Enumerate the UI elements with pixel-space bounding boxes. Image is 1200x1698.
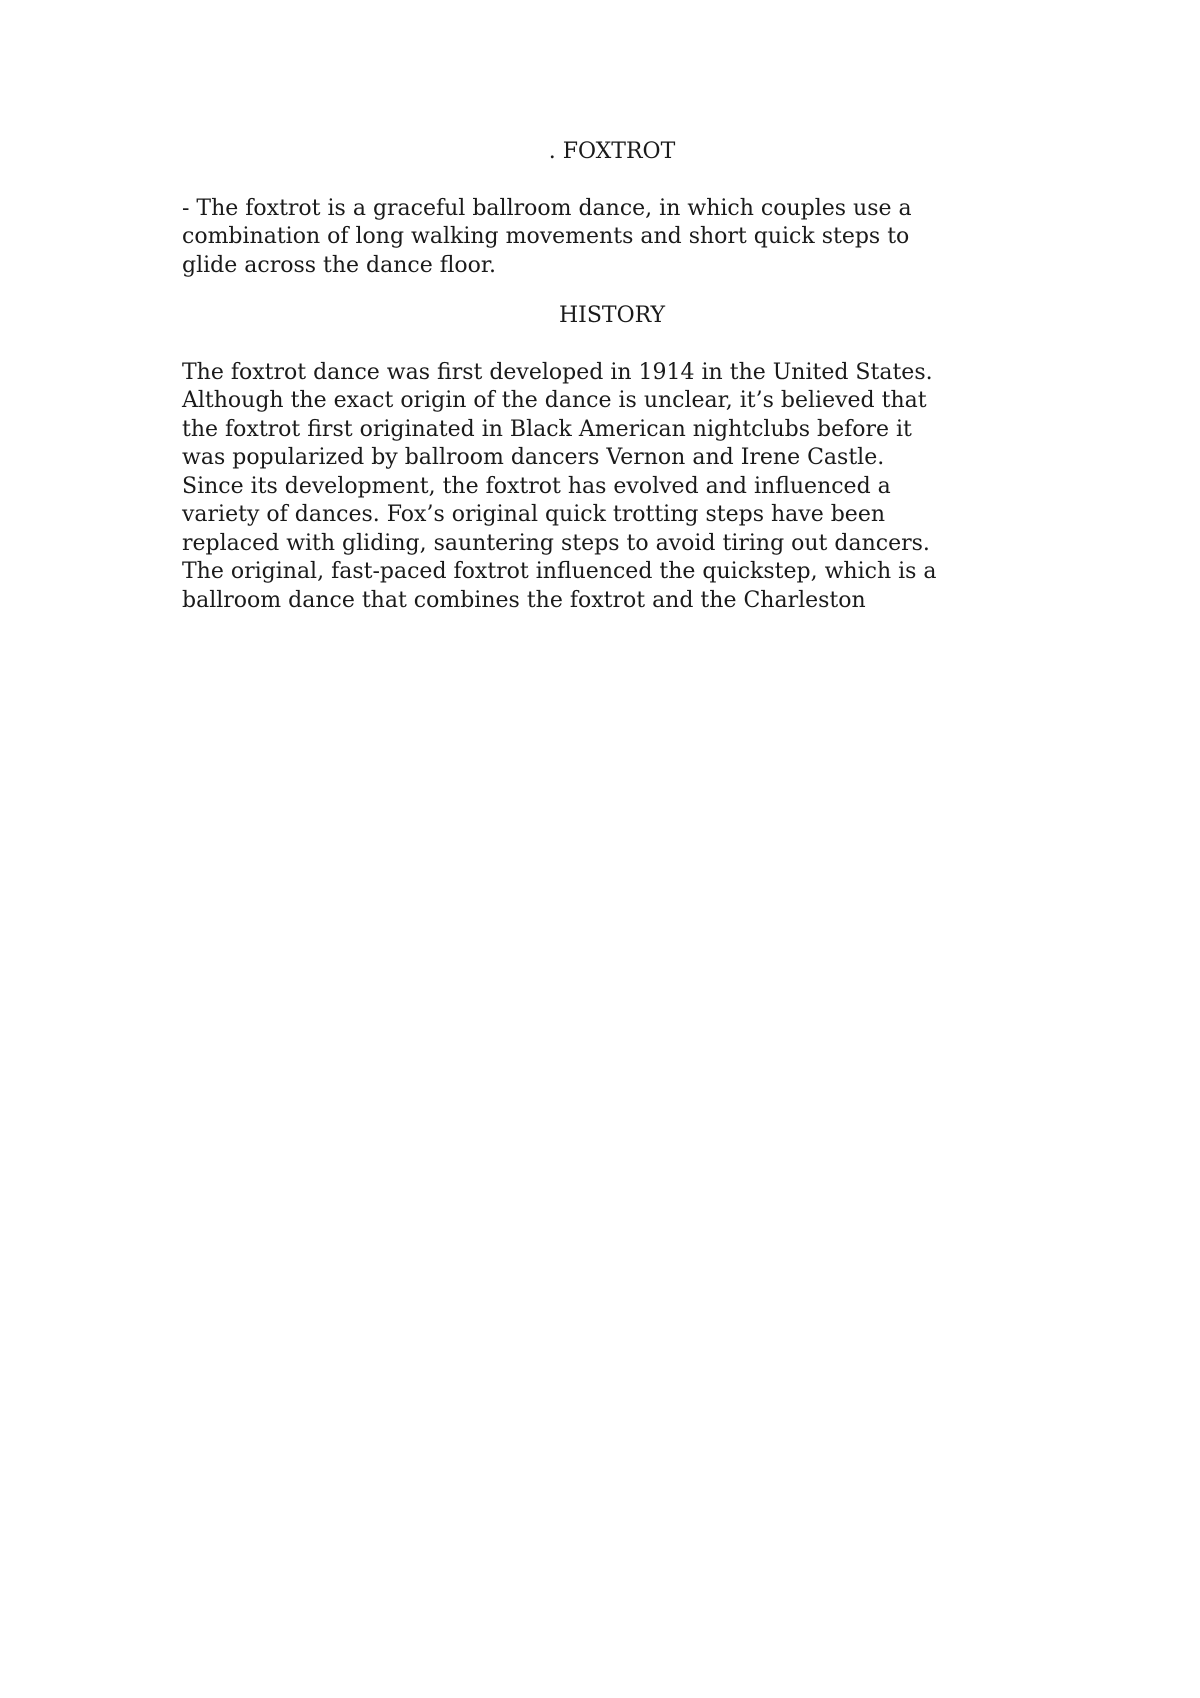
intro-paragraph <box>182 195 1042 281</box>
text-line: ballroom dance that combines the foxtrot and the Charleston <box>182 587 866 613</box>
text-line: The original, fast-paced foxtrot influenced the quickstep, which is a <box>182 559 937 584</box>
text-line: Although the exact origin of the dance is unclear, it’s believed that <box>182 388 927 413</box>
text-line: Since its development, the foxtrot has evolved and influenced a <box>182 473 891 499</box>
document-title: . FOXTROT <box>548 139 676 164</box>
section-heading-history: HISTORY <box>558 303 666 328</box>
spacer <box>182 167 1042 195</box>
text-line: was popularized by ballroom dancers Vernon and Irene Castle. <box>182 445 885 470</box>
text-line: combination of long walking movements and short quick steps to <box>182 224 910 249</box>
document-body <box>182 138 1042 615</box>
history-paragraph <box>182 359 1042 616</box>
text-line: - The foxtrot is a graceful ballroom dance, in which couples use a <box>182 195 912 221</box>
text-line: the foxtrot first originated in Black American nightclubs before it <box>182 416 912 442</box>
spacer <box>182 331 1042 359</box>
text-line: replaced with gliding, sauntering steps to avoid tiring out dancers. <box>182 530 930 556</box>
spacer <box>182 280 1042 302</box>
text-line: The foxtrot dance was first developed in 1914 in the United States. <box>182 359 933 385</box>
text-line: variety of dances. Fox’s original quick trotting steps have been <box>182 502 886 527</box>
text-line: glide across the dance floor. <box>182 252 497 278</box>
